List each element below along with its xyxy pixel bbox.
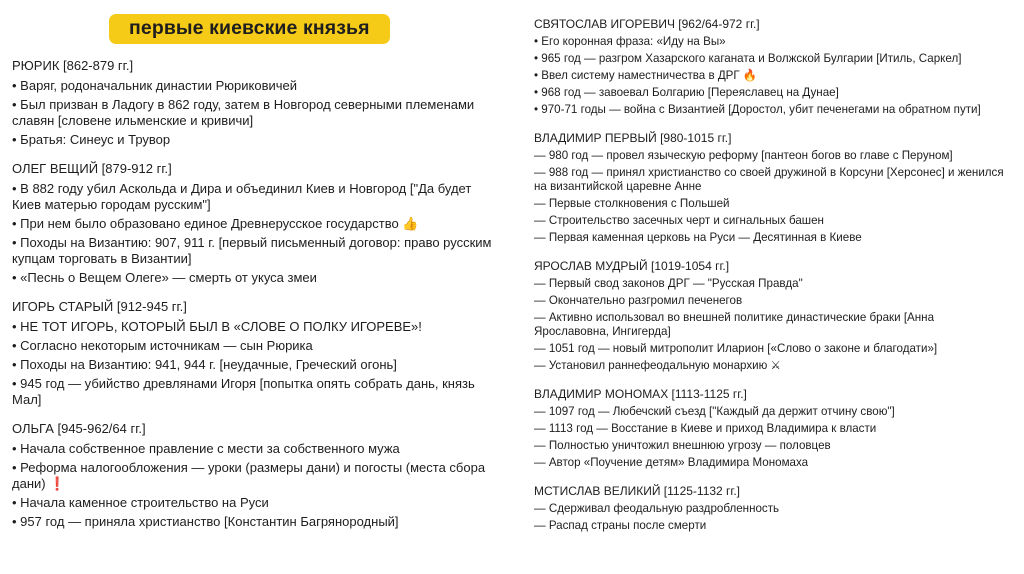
fact-item: • Братья: Синеус и Трувор <box>12 132 171 147</box>
fact-item: • Варяг, родоначальник династии Рюриковичей <box>12 78 298 93</box>
fact-item: • Начала каменное строительство на Руси <box>12 495 269 510</box>
ruler-heading: ИГОРЬ СТАРЫЙ [912-945 гг.] <box>12 299 187 314</box>
ruler-section <box>12 421 492 530</box>
ruler-heading: ВЛАДИМИР ПЕРВЫЙ [980-1015 гг.] <box>534 131 732 145</box>
fact-item: — Полностью уничтожил внешнюю угрозу — половцев <box>534 439 831 452</box>
ruler-section <box>534 484 1004 533</box>
fact-item: • Был призван в Ладогу в 862 году, затем в Новгород северными племенами славян [словене ильменские и кривичи] <box>12 97 475 128</box>
ruler-heading: ВЛАДИМИР МОНОМАХ [1113-1125 гг.] <box>534 387 747 401</box>
fact-item: • 970-71 годы — война с Византией [Доростол, убит печенегами на обратном пути] <box>534 103 981 116</box>
ruler-heading: СВЯТОСЛАВ ИГОРЕВИЧ [962/64-972 гг.] <box>534 17 760 31</box>
fact-item: • Реформа налогообложения — уроки (размеры дани) и погосты (места сбора дани) ❗ <box>12 460 486 491</box>
ruler-heading: ЯРОСЛАВ МУДРЫЙ [1019-1054 гг.] <box>534 259 730 273</box>
fact-item: — Первая каменная церковь на Руси — Десятинная в Киеве <box>534 231 862 244</box>
fact-item: — Распад страны после смерти <box>534 519 707 532</box>
ruler-heading: РЮРИК [862-879 гг.] <box>12 58 134 73</box>
fact-item: • 957 год — приняла христианство [Константин Багрянородный] <box>12 514 399 529</box>
fact-item: — 988 год — принял христианство со своей дружиной в Корсуни [Херсонес] и женился на византийской царевне Анне <box>534 166 1004 193</box>
fact-item: — Первый свод законов ДРГ — "Русская Правда" <box>534 277 803 290</box>
fact-item: — Строительство засечных черт и сигнальных башен <box>534 214 824 227</box>
fact-item: — 980 год — провел языческую реформу [пантеон богов во главе с Перуном] <box>534 149 953 162</box>
ruler-section <box>534 17 1004 117</box>
fact-item: — Активно использовал во внешней политике династические браки [Анна Ярославовна, Ингигерда] <box>534 311 935 338</box>
fact-item: • Походы на Византию: 907, 911 г. [первый письменный договор: право русским купцам торговать в Византии] <box>12 235 492 266</box>
fact-item: • НЕ ТОТ ИГОРЬ, КОТОРЫЙ БЫЛ В «СЛОВЕ О ПОЛКУ ИГОРЕВЕ»! <box>12 319 422 334</box>
fact-item: — 1113 год — Восстание в Киеве и приход Владимира к власти <box>534 422 877 435</box>
fact-item: • В 882 году убил Аскольда и Дира и объединил Киев и Новгород ["Да будет Киев матерью городам русским"] <box>12 181 472 212</box>
page-title: первые киевские князья <box>109 14 390 44</box>
left-sections <box>12 58 492 530</box>
fact-item: • 965 год — разгром Хазарского каганата и Волжской Булгарии [Итиль, Саркел] <box>534 52 962 65</box>
fact-item: • При нем было образовано единое Древнерусское государство 👍 <box>12 216 419 231</box>
ruler-section <box>12 299 492 408</box>
fact-item: — Окончательно разгромил печенегов <box>534 294 743 307</box>
left-column <box>12 14 492 543</box>
fact-item: • 968 год — завоевал Болгарию [Переяславец на Дунае] <box>534 86 839 99</box>
ruler-section <box>534 259 1004 373</box>
fact-item: • 945 год — убийство древлянами Игоря [попытка опять собрать дань, князь Мал] <box>12 376 475 407</box>
right-sections <box>534 17 1004 533</box>
fact-item: — 1051 год — новый митрополит Иларион [«Слово о законе и благодати»] <box>534 342 938 355</box>
ruler-section <box>534 387 1004 470</box>
fact-item: • Начала собственное правление с мести за собственного мужа <box>12 441 400 456</box>
right-column <box>534 17 1004 547</box>
fact-item: • Согласно некоторым источникам — сын Рюрика <box>12 338 313 353</box>
ruler-heading: МСТИСЛАВ ВЕЛИКИЙ [1125-1132 гг.] <box>534 484 741 498</box>
fact-item: • Его коронная фраза: «Иду на Вы» <box>534 35 726 48</box>
fact-item: — Автор «Поучение детям» Владимира Мономаха <box>534 456 809 469</box>
fact-item: • «Песнь о Вещем Олеге» — смерть от укуса змеи <box>12 270 317 285</box>
fact-item: — Установил раннефеодальную монархию ⚔ <box>534 359 781 372</box>
fact-item: • Походы на Византию: 941, 944 г. [неудачные, Греческий огонь] <box>12 357 397 372</box>
ruler-section <box>534 131 1004 245</box>
fact-item: — Первые столкновения с Польшей <box>534 197 730 210</box>
ruler-section <box>12 58 492 148</box>
ruler-heading: ОЛЬГА [945-962/64 гг.] <box>12 421 146 436</box>
fact-item: — 1097 год — Любечский съезд ["Каждый да держит отчину свою"] <box>534 405 895 418</box>
fact-item: — Сдерживал феодальную раздробленность <box>534 502 780 515</box>
ruler-heading: ОЛЕГ ВЕЩИЙ [879-912 гг.] <box>12 161 172 176</box>
fact-item: • Ввел систему наместничества в ДРГ 🔥 <box>534 69 758 82</box>
ruler-section <box>12 161 492 286</box>
